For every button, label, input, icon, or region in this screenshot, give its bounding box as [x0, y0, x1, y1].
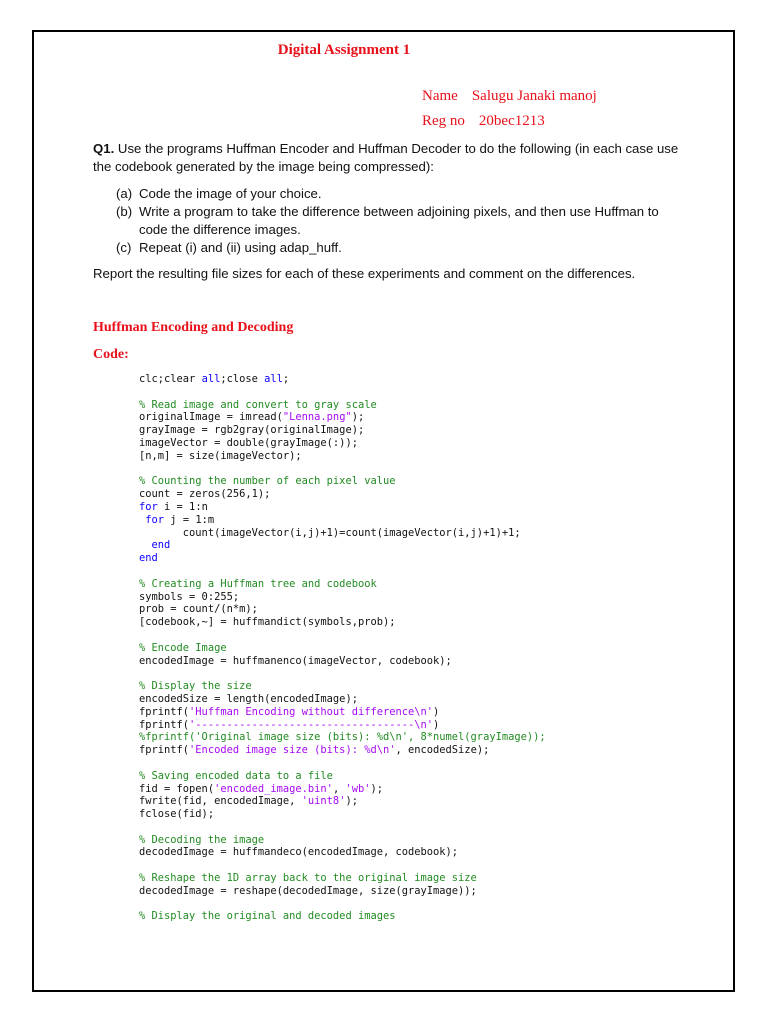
code-line: [139, 706, 699, 719]
item-text: Write a program to take the difference between adjoining pixels, and then use Huffman to code the difference images.: [139, 204, 659, 237]
code-text: i = 1:n: [157, 500, 208, 513]
code-line: [139, 744, 699, 757]
code-text: encodedSize = length(encodedImage);: [139, 692, 358, 705]
code-line: [139, 885, 699, 898]
code-line: [139, 693, 699, 706]
code-line: [139, 603, 699, 616]
code-line: [139, 488, 699, 501]
code-text: imageVector = double(grayImage(:));: [139, 436, 358, 449]
code-line: [139, 424, 699, 437]
section-heading: Huffman Encoding and Decoding: [93, 320, 294, 335]
code-string: 'wb': [345, 782, 371, 795]
item-text: Repeat (i) and (ii) using adap_huff.: [139, 240, 342, 255]
code-comment: % Decoding the image: [139, 833, 265, 846]
code-keyword: all: [264, 373, 283, 385]
question-label: Q1.: [93, 141, 115, 156]
item-text: Code the image of your choice.: [139, 186, 322, 201]
reg-value: 20bec1213: [478, 113, 545, 129]
code-string: "Lenna.png": [282, 411, 352, 424]
code-line: [139, 527, 699, 540]
code-text: ;: [282, 373, 290, 385]
code-string: 'Huffman Encoding without difference\n': [189, 705, 434, 718]
document-title: Digital Assignment 1: [277, 42, 411, 58]
code-line: [139, 642, 699, 655]
code-line: [139, 450, 699, 463]
code-line: [139, 629, 699, 642]
code-line: [139, 411, 699, 424]
name-label: Name: [422, 88, 458, 104]
code-keyword: for: [145, 513, 165, 526]
code-line: [139, 463, 699, 476]
code-text: , encodedSize);: [395, 744, 490, 757]
code-line: [139, 501, 699, 514]
code-line: [139, 808, 699, 821]
code-line: [139, 783, 699, 796]
code-text: ,: [332, 782, 346, 795]
code-text: decodedImage = reshape(decodedImage, size(grayImage));: [139, 884, 477, 897]
code-text: fwrite(fid, encodedImage,: [139, 795, 302, 808]
code-text: [139, 539, 152, 551]
code-text: grayImage = rgb2gray(originalImage);: [139, 424, 365, 437]
code-string: 'encoded_image.bin': [214, 782, 333, 795]
code-line: [139, 552, 699, 565]
code-line: [139, 770, 699, 783]
code-keyword: end: [139, 552, 158, 565]
code-string: '-----------------------------------\n': [189, 718, 434, 731]
code-line: [139, 578, 699, 591]
code-line: [139, 898, 699, 911]
item-marker: (a): [116, 186, 133, 201]
code-comment: % Creating a Huffman tree and codebook: [139, 577, 377, 590]
code-text: originalImage = imread(: [139, 411, 283, 424]
code-text: );: [351, 411, 365, 424]
code-line: [139, 565, 699, 578]
code-text: j = 1:m: [164, 513, 215, 526]
name-line: [422, 88, 597, 105]
code-keyword: end: [151, 539, 171, 552]
code-text: prob = count/(n*m);: [139, 603, 258, 616]
code-line: [139, 655, 699, 668]
code-string: 'uint8': [301, 795, 346, 808]
reg-label: Reg no: [422, 113, 465, 129]
reg-line: [422, 113, 545, 130]
code-text: ): [433, 705, 440, 718]
code-line: [139, 514, 699, 527]
code-text: fprintf(: [139, 744, 190, 757]
code-text: fprintf(: [139, 705, 190, 718]
code-comment: % Encode Image: [139, 641, 227, 654]
name-value: Salugu Janaki manoj: [471, 88, 597, 104]
report-instruction: Report the resulting file sizes for each of these experiments and comment on the differences.: [93, 266, 636, 281]
code-line: [139, 821, 699, 834]
code-line: [139, 719, 699, 732]
code-block: [139, 373, 699, 923]
code-text: [n,m] = size(imageVector);: [139, 449, 302, 462]
code-text: fclose(fid);: [139, 808, 215, 821]
code-line: [139, 591, 699, 604]
list-item: [116, 203, 676, 239]
code-text: [codebook,~] = huffmandict(symbols,prob);: [139, 616, 396, 629]
code-comment: % Counting the number of each pixel value: [139, 475, 396, 488]
code-text: decodedImage = huffmandeco(encodedImage, codebook);: [139, 846, 459, 859]
code-keyword: all: [201, 373, 221, 385]
code-line: [139, 757, 699, 770]
code-comment: % Reshape the 1D array back to the original image size: [139, 872, 477, 885]
code-text: count(imageVector(i,j)+1)=count(imageVector(i,j)+1)+1;: [139, 526, 521, 539]
code-line: [139, 834, 699, 847]
code-line: [139, 731, 699, 744]
list-item: [116, 239, 676, 257]
item-marker: (c): [116, 240, 132, 255]
code-line: [139, 667, 699, 680]
code-line: [139, 616, 699, 629]
code-line: [139, 399, 699, 412]
code-keyword: for: [139, 500, 158, 513]
code-line: [139, 872, 699, 885]
code-line: [139, 539, 699, 552]
code-text: fprintf(: [139, 718, 190, 731]
code-line: [139, 680, 699, 693]
code-line: [139, 910, 699, 923]
code-line: [139, 437, 699, 450]
code-string: 'Encoded image size (bits): %d\n': [189, 744, 396, 757]
code-line: [139, 475, 699, 488]
code-text: );: [370, 782, 383, 795]
item-marker: (b): [116, 204, 133, 219]
code-comment: % Display the size: [139, 680, 252, 693]
code-text: clc;clear: [139, 373, 202, 385]
code-text: encodedImage = huffmanenco(imageVector, codebook);: [139, 654, 452, 667]
question-items: [116, 185, 676, 257]
code-line: [139, 373, 699, 386]
code-comment: % Read image and convert to gray scale: [139, 398, 377, 411]
code-text: ): [433, 718, 440, 731]
question-text: [93, 140, 683, 176]
code-label: Code:: [93, 347, 129, 362]
code-line: [139, 386, 699, 399]
code-line: [139, 795, 699, 808]
list-item: [116, 185, 676, 203]
code-line: [139, 846, 699, 859]
code-text: );: [345, 795, 358, 808]
code-text: ;close: [220, 373, 265, 385]
code-comment: % Saving encoded data to a file: [139, 769, 333, 782]
code-comment: % Display the original and decoded images: [139, 910, 396, 923]
code-text: symbols = 0:255;: [139, 590, 240, 603]
code-text: fid = fopen(: [139, 782, 215, 795]
code-text: count = zeros(256,1);: [139, 488, 271, 501]
code-line: [139, 859, 699, 872]
question-body: Use the programs Huffman Encoder and Huffman Decoder to do the following (in each case use the codebook generated by the image being compressed):: [93, 141, 679, 174]
code-comment: %fprintf('Original image size (bits): %d\n', 8*numel(grayImage));: [139, 731, 546, 744]
